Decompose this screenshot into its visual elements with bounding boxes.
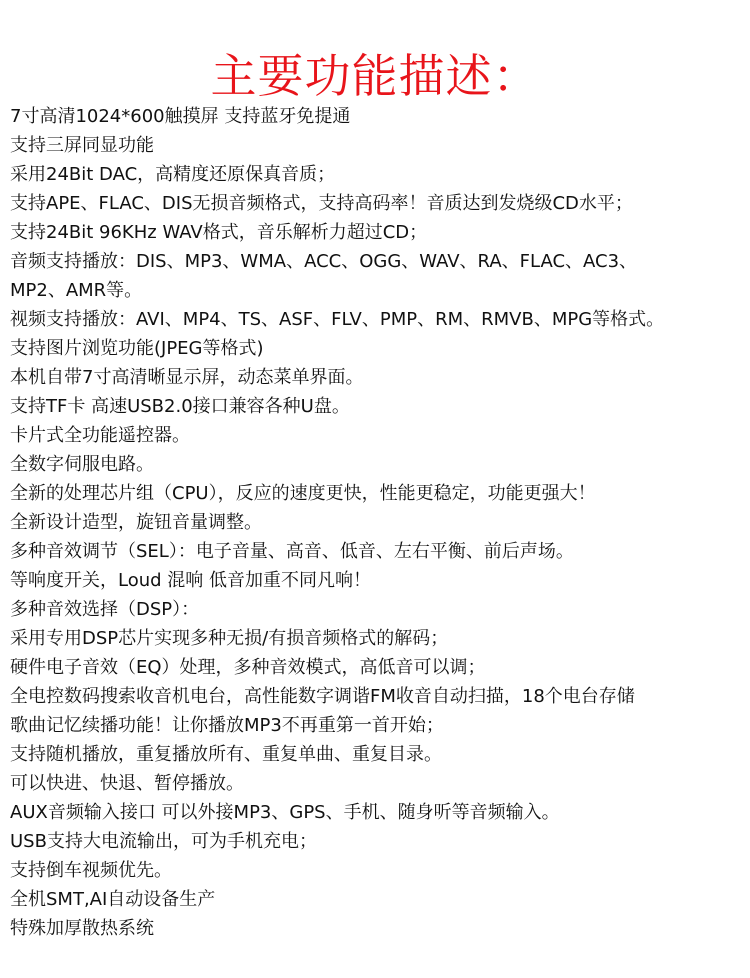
feature-line: 7寸高清1024*600触摸屏 支持蓝牙免提通	[10, 106, 351, 127]
feature-line: 支持随机播放，重复播放所有、重复单曲、重复目录。	[10, 744, 442, 765]
feature-line: 采用24Bit DAC，高精度还原保真音质；	[10, 164, 336, 185]
feature-line: 全机SMT,AI自动设备生产	[10, 889, 216, 910]
feature-list	[10, 102, 746, 943]
page-title: 主要功能描述：	[210, 49, 540, 103]
feature-line: 特殊加厚散热系统	[10, 918, 154, 939]
feature-line: 支持APE、FLAC、DIS无损音频格式，支持高码率！音质达到发烧级CD水平；	[10, 193, 633, 214]
feature-line: 支持24Bit 96KHz WAV格式，音乐解析力超过CD；	[10, 222, 428, 243]
feature-line: 采用专用DSP芯片实现多种无损/有损音频格式的解码；	[10, 628, 449, 649]
feature-line: MP2、AMR等。	[10, 280, 143, 301]
feature-line: 全新设计造型，旋钮音量调整。	[10, 512, 262, 533]
feature-line: 全电控数码搜索收音机电台，高性能数字调谐FM收音自动扫描，18个电台存储	[10, 686, 635, 707]
feature-line: 卡片式全功能遥控器。	[10, 425, 190, 446]
feature-line: 多种音效调节（SEL）：电子音量、高音、低音、左右平衡、前后声场。	[10, 541, 574, 562]
feature-line: 硬件电子音效（EQ）处理，多种音效模式，高低音可以调；	[10, 657, 486, 678]
feature-line: 等响度开关，Loud 混响 低音加重不同凡响！	[10, 570, 372, 591]
feature-line: 本机自带7寸高清晰显示屏，动态菜单界面。	[10, 367, 364, 388]
feature-line: 歌曲记忆续播功能！让你播放MP3不再重第一首开始；	[10, 715, 444, 736]
feature-line: 全数字伺服电路。	[10, 454, 154, 475]
feature-line: 多种音效选择（DSP）：	[10, 599, 200, 620]
feature-line: 支持倒车视频优先。	[10, 860, 172, 881]
feature-line: 视频支持播放：AVI、MP4、TS、ASF、FLV、PMP、RM、RMVB、MPG等格式。	[10, 309, 665, 330]
feature-line: AUX音频输入接口 可以外接MP3、GPS、手机、随身听等音频输入。	[10, 802, 560, 823]
feature-line: USB支持大电流输出，可为手机充电；	[10, 831, 317, 852]
feature-line: 支持TF卡 高速USB2.0接口兼容各种U盘。	[10, 396, 350, 417]
feature-line: 可以快进、快退、暂停播放。	[10, 773, 244, 794]
feature-line: 支持三屏同显功能	[10, 135, 154, 156]
feature-line: 支持图片浏览功能(JPEG等格式)	[10, 338, 264, 359]
feature-line: 全新的处理芯片组（CPU），反应的速度更快，性能更稳定，功能更强大！	[10, 483, 596, 504]
feature-line: 音频支持播放：DIS、MP3、WMA、ACC、OGG、WAV、RA、FLAC、AC3、	[10, 251, 638, 272]
